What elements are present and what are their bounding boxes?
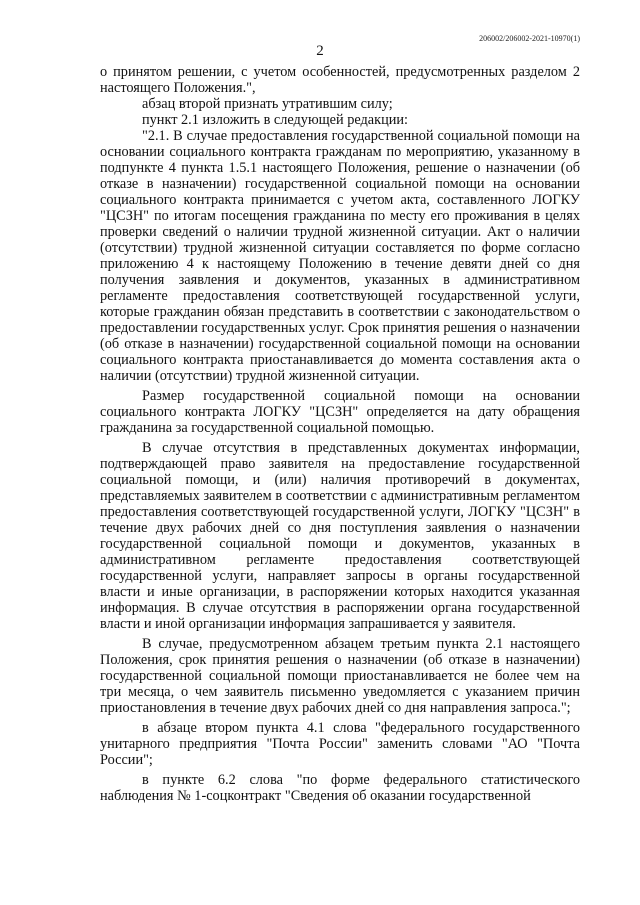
paragraph-continuation: о принятом решении, с учетом особенностей, предусмотренных разделом 2 настоящего Положения.", [100, 64, 580, 96]
paragraph-2-1: "2.1. В случае предоставления государственной социальной помощи на основании социального контракта гражданам по мероприятию, указанному в подпункте 4 пункта 1.5.1 настоящего Положения, решение о назначении (об отказе в назначении) государственной социальной помощи на основании социального контракта принимается с учетом акта, составленного ЛОГКУ "ЦСЗН" по итогам посещения гражданина по месту его проживания в целях проверки сведений о наличии трудной жизненной ситуации. Акт о наличии (отсутствии) трудной жизненной ситуации составляется по форме согласно приложению 4 к настоящему Положению в течение девяти дней со дня получения заявления и документов, указанных в административном регламенте предоставления соответствующей государственной услуги, которые гражданин обязан представить в соответствии с законодательством о предоставлении государственных услуг. Срок принятия решения о назначении (об отказе в назначении) государственной социальной помощи на основании социального контракта приостанавливается до момента составления акта о наличии (отсутствии) трудной жизненной ситуации. [100, 128, 580, 384]
paragraph-punkt-intro: пункт 2.1 изложить в следующей редакции: [142, 112, 409, 128]
paragraph-abzac: абзац второй признать утратившим силу; [142, 96, 393, 112]
paragraph-otsutstvie: В случае отсутствия в представленных документах информации, подтверждающей право заявителя на предоставление государственной социальной помощи, и (или) наличия противоречий в документах, представляемых заявителем в соответствии с административным регламентом предоставления соответствующей государственной услуги, ЛОГКУ "ЦСЗН" в течение двух рабочих дней со дня поступления заявления о назначении государственной социальной помощи и документов, указанных в административном регламенте предоставления соответствующей государственной услуги, направляет запросы в органы государственной власти и иные организации, в распоряжении которых находится указанная информация. В случае отсутствия в распоряжении органа государственной власти и иной организации информация запрашивается у заявителя. [100, 440, 580, 632]
document-body [100, 64, 580, 804]
page-number: 2 [316, 43, 324, 59]
document-id: 206002/206002-2021-10970(1) [479, 34, 580, 43]
paragraph-punkt-6-2: в пункте 6.2 слова "по форме федерального статистического наблюдения № 1-соцконтракт "Сведения об оказании государственной [100, 772, 580, 804]
paragraph-srok: В случае, предусмотренном абзацем третьим пункта 2.1 настоящего Положения, срок принятия решения о назначении (об отказе в назначении) государственной социальной помощи приостанавливается не более чем на три месяца, о чем заявитель письменно уведомляется с указанием причин приостановления в течение двух рабочих дней со дня направления запроса."; [100, 636, 580, 716]
paragraph-punkt-4-1: в абзаце втором пункта 4.1 слова "федерального государственного унитарного предприятия "Почта России" заменить словами "АО "Почта России"; [100, 720, 580, 768]
paragraph-razmer: Размер государственной социальной помощи на основании социального контракта ЛОГКУ "ЦСЗН" определяется на дату обращения гражданина за государственной социальной помощью. [100, 388, 580, 436]
